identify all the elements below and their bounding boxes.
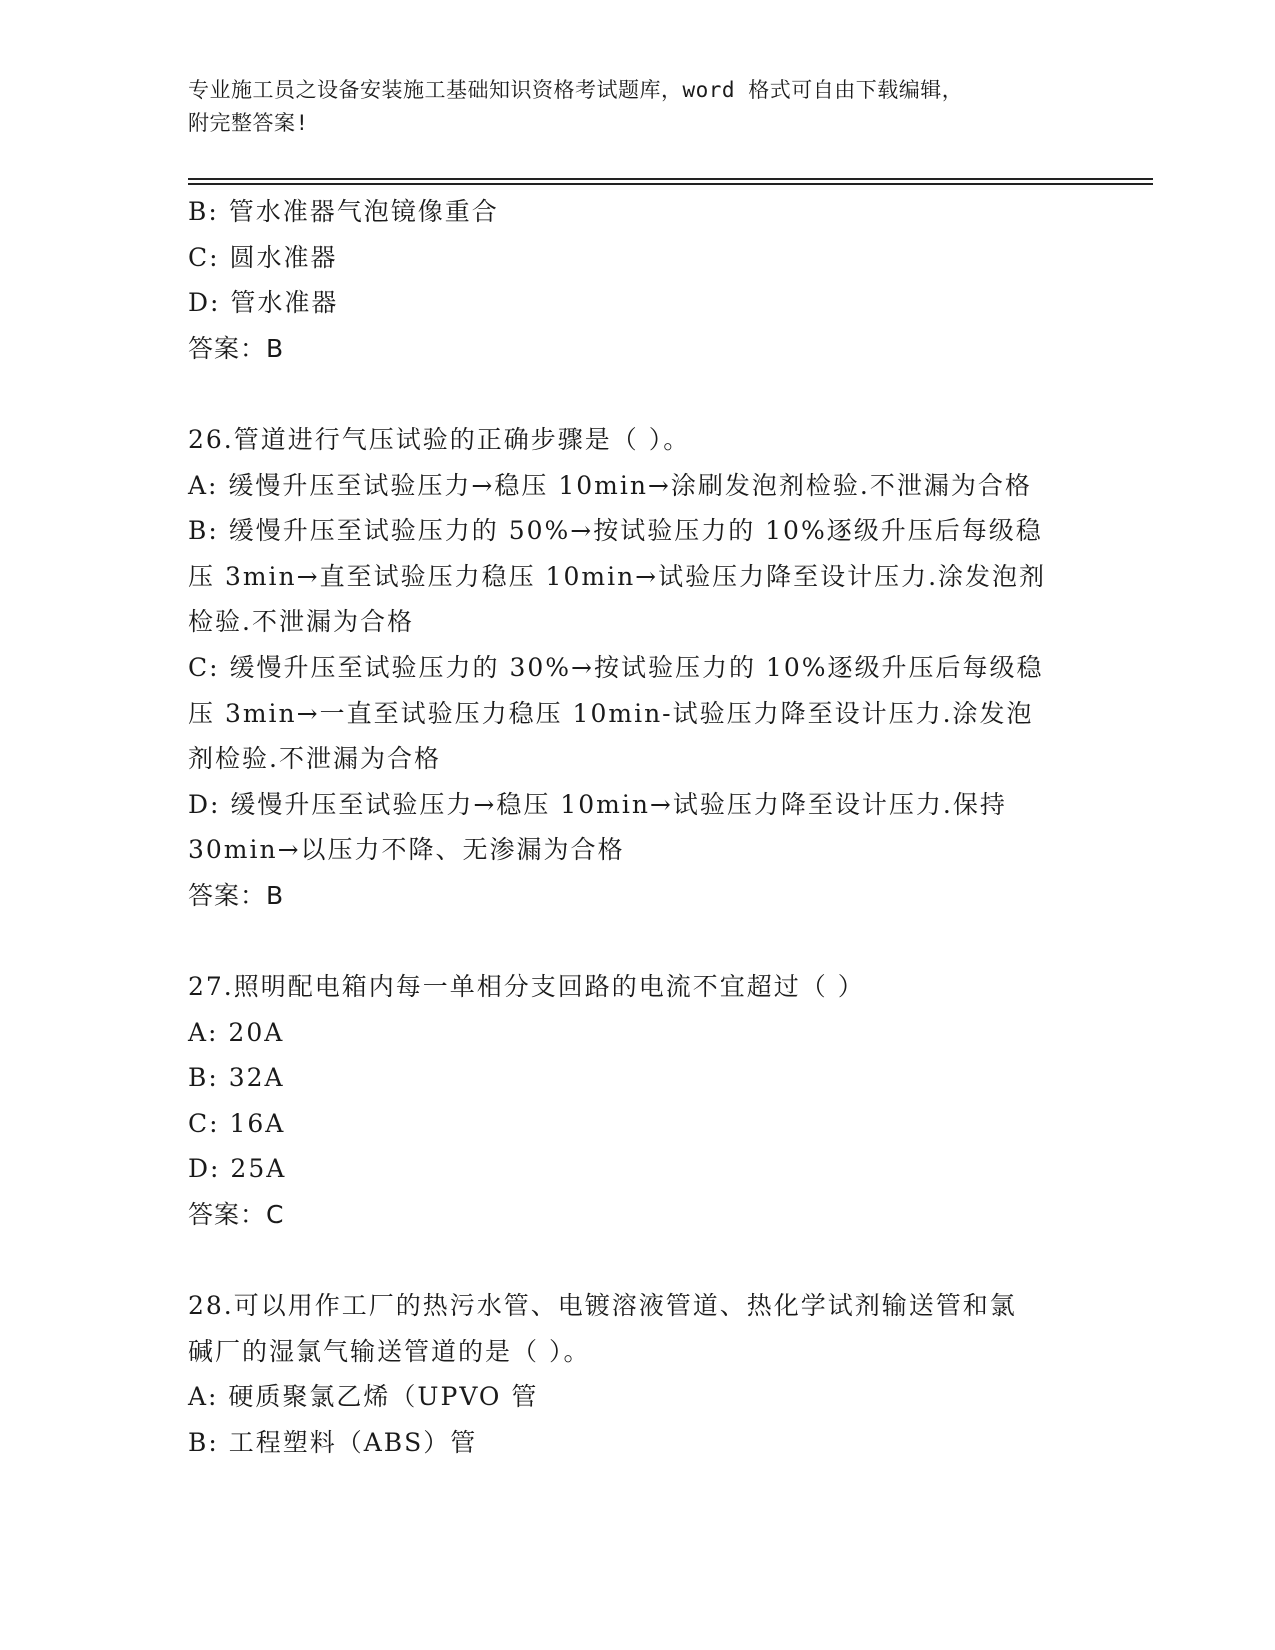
option-d-line-1: D: 缓慢升压至试验压力→稳压 10min→试验压力降至设计压力.保持: [188, 789, 1007, 819]
document-header: [188, 74, 1088, 140]
option-b-line-3: 检验.不泄漏为合格: [188, 607, 414, 637]
answer-line: 答案：C: [188, 1200, 285, 1230]
option-b-line-2: 压 3min→直至试验压力稳压 10min→试验压力降至设计压力.涂发泡剂: [188, 561, 1047, 591]
header-line-1: 专业施工员之设备安装施工基础知识资格考试题库，word 格式可自由下载编辑，: [188, 78, 964, 102]
spacer: [188, 919, 1088, 965]
option-a: A: 缓慢升压至试验压力→稳压 10min→涂刷发泡剂检验.不泄漏为合格: [188, 470, 1032, 500]
option-c: C: 圆水准器: [188, 242, 338, 272]
header-rule-top: [188, 178, 1153, 180]
question-stem-line-1: 28.可以用作工厂的热污水管、电镀溶液管道、热化学试剂输送管和氯: [188, 1291, 1017, 1321]
option-b: B: 工程塑料（ABS）管: [188, 1428, 478, 1458]
option-c-line-1: C: 缓慢升压至试验压力的 30%→按试验压力的 10%逐级升压后每级稳: [188, 652, 1044, 682]
header-line-2: 附完整答案!: [188, 111, 309, 135]
question-stem: 26.管道进行气压试验的正确步骤是（ ）。: [188, 424, 691, 454]
question-stem-line-2: 碱厂的湿氯气输送管道的是（ ）。: [188, 1336, 591, 1366]
spacer: [188, 371, 1088, 417]
question-28: [188, 1283, 1088, 1465]
spacer: [188, 1238, 1088, 1284]
question-26: [188, 417, 1088, 919]
option-d: D: 管水准器: [188, 288, 339, 318]
question-stem: 27.照明配电箱内每一单相分支回路的电流不宜超过（ ）: [188, 972, 865, 1002]
option-c: C: 16A: [188, 1108, 286, 1138]
option-b: B: 32A: [188, 1063, 285, 1093]
option-d-line-2: 30min→以压力不降、无渗漏为合格: [188, 835, 625, 865]
option-c-line-2: 压 3min→一直至试验压力稳压 10min-试验压力降至设计压力.涂发泡: [188, 698, 1034, 728]
answer-line: 答案：B: [188, 880, 285, 910]
question-content: [188, 189, 1088, 1466]
option-c-line-3: 剂检验.不泄漏为合格: [188, 744, 441, 774]
header-rule-bottom: [188, 183, 1153, 185]
option-a: A: 硬质聚氯乙烯（UPVO 管: [188, 1382, 539, 1412]
option-b-line-1: B: 缓慢升压至试验压力的 50%→按试验压力的 10%逐级升压后每级稳: [188, 516, 1043, 546]
prev-question: [188, 189, 1088, 371]
option-b: B: 管水准器气泡镜像重合: [188, 197, 499, 226]
option-d: D: 25A: [188, 1154, 287, 1184]
option-a: A: 20A: [188, 1017, 285, 1047]
question-27: [188, 964, 1088, 1238]
answer-line: 答案：B: [188, 333, 285, 363]
